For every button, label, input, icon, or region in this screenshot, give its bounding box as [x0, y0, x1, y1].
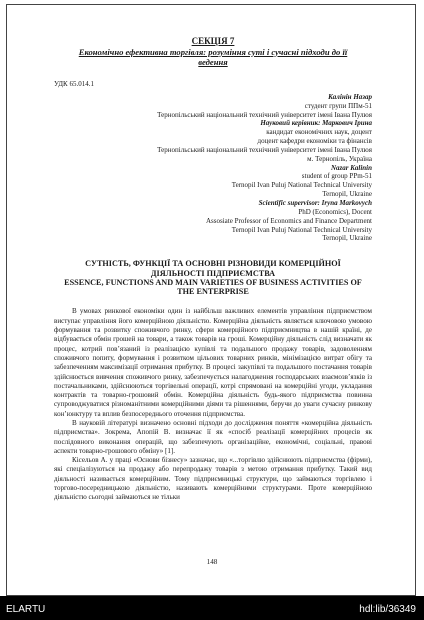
- body-paragraph: Кісельов А. у праці «Основи бізнесу» зазначає, що «...торгівлю здійснюють підприємства (фірми), які спеціалізуються на продажу або перепродажу товарів з метою отримання прибутку. Такий вид діяльності називається комерційним. Тому підприємницькі структури, що займаються торгівлею і торгово-посередницькою діяльністю, називають комерційними структурами. Проте комерційною діяльністю сьогодні займаються не тільки: [54, 456, 372, 502]
- supervisor-university-en: Ternopil Ivan Puluj National Technical University: [231, 225, 372, 234]
- supervisor-position-ua: доцент кафедри економіки та фінансів: [257, 137, 372, 146]
- supervisor-degree-en: PhD (Economics), Docent: [298, 207, 372, 216]
- supervisor-position-en: Assosiate Professor of Economics and Finance Department: [205, 216, 372, 225]
- article-body: [54, 307, 372, 502]
- document-page: [54, 36, 372, 503]
- paper-title-en-line2: THE ENTERPRISE: [177, 287, 249, 297]
- supervisor-university-ua: Тернопільський національний технічний університет імені Івана Пулюя: [157, 145, 372, 154]
- supervisor-en: Scientific supervisor: Iryna Markovych: [258, 199, 372, 208]
- section-subtitle: [54, 47, 372, 68]
- supervisor-city-en: Ternopil, Ukraine: [322, 234, 372, 243]
- paper-title-en-line1: ESSENCE, FUNCTIONS AND MAIN VARIETIES OF BUSINESS ACTIVITIES OF: [64, 277, 362, 287]
- body-paragraph: В науковій літературі визначено основні підходи до дослідження поняття «комерційна діяльність підприємства». Зокрема, Апопій В. визначає її як «спосіб реалізації комерційних процесів як послідовного виконання операцій, що забезпечують організаційне, економічні, соціальні, правові аспекти товарно-грошового обміну» [1].: [54, 418, 372, 455]
- author-group-en: student of group PPm-51: [301, 172, 372, 181]
- author-name-ua: Калінін Назар: [328, 92, 372, 101]
- section-subtitle-line1: Економічно ефективна торгівля: розуміння суті і сучасні підходи до її: [78, 46, 348, 57]
- section-subtitle-line2: ведення: [198, 57, 228, 68]
- udc-code: УДК 65.014.1: [54, 79, 94, 88]
- paper-title: [54, 259, 372, 296]
- supervisor-degree-ua: кандидат економічних наук, доцент: [266, 128, 372, 137]
- repository-name: ELARTU: [6, 604, 46, 615]
- page-number: 148: [206, 558, 218, 566]
- author-group-ua: студент групи ППм-51: [304, 101, 372, 110]
- repository-footer: [0, 596, 424, 620]
- supervisor-ua: Науковий керівник: Маркович Ірина: [260, 119, 372, 128]
- author-affiliations: [54, 93, 372, 243]
- author-university-ua: Тернопільський національний технічний університет імені Івана Пулюя: [157, 110, 372, 119]
- city-ua: м. Тернопіль, Україна: [307, 154, 372, 163]
- author-university-en: Ternopil Ivan Puluj National Technical University: [231, 181, 372, 190]
- body-paragraph: В умовах ринкової економіки один із найбільш важливих елементів управління підприємством виступає управління його комерційною діяльністю. Комерційна діяльність являється ключовою умовою формування та розвитку споживчого ринку, сфери комерційного підприємництва в нашій країні, де відбувається обмін грошей на товари, а також товарів на гроші. Комерційну діяльність слід визначати як процес, котрий пов’язаний із реалізацією купівлі та подальшого продажу товарів, задоволенням споживчого попиту, формування і розвитком цільових товарних ринків, мінімізацією витрат обігу та забезпеченням максимізації отримання прибутку. В процесі закупівлі та подальшого постачання товарів здійснюється вивчення споживчого ринку, забезпечується налагодження господарських взаємозв’язків із постачальниками, здійснюються торгівельні операції, котрі спрямовані на комерційні угоди, укладання контрактів та товарно-грошовий обмін. Комерційна діяльність будь-якого підприємства повинна супроводжуватися різноманітними комерційними діями та рішеннями, беручи до уваги сучасну ринкову кон’юнктуру та вплив безпосереднього оточення підприємства.: [54, 307, 372, 418]
- author-name-en: Nazar Kalinin: [330, 163, 372, 172]
- paper-title-ua-line2: ДІЯЛЬНОСТІ ПІДПРИЄМСТВА: [150, 268, 276, 278]
- city-en: Ternopil, Ukraine: [322, 190, 372, 199]
- paper-title-ua-line1: СУТНІСТЬ, ФУНКЦІЇ ТА ОСНОВНІ РІЗНОВИДИ КОМЕРЦІЙНОЇ: [85, 259, 341, 269]
- handle-id: hdl:lib/36349: [359, 604, 416, 615]
- section-title: СЕКЦІЯ 7: [191, 36, 235, 46]
